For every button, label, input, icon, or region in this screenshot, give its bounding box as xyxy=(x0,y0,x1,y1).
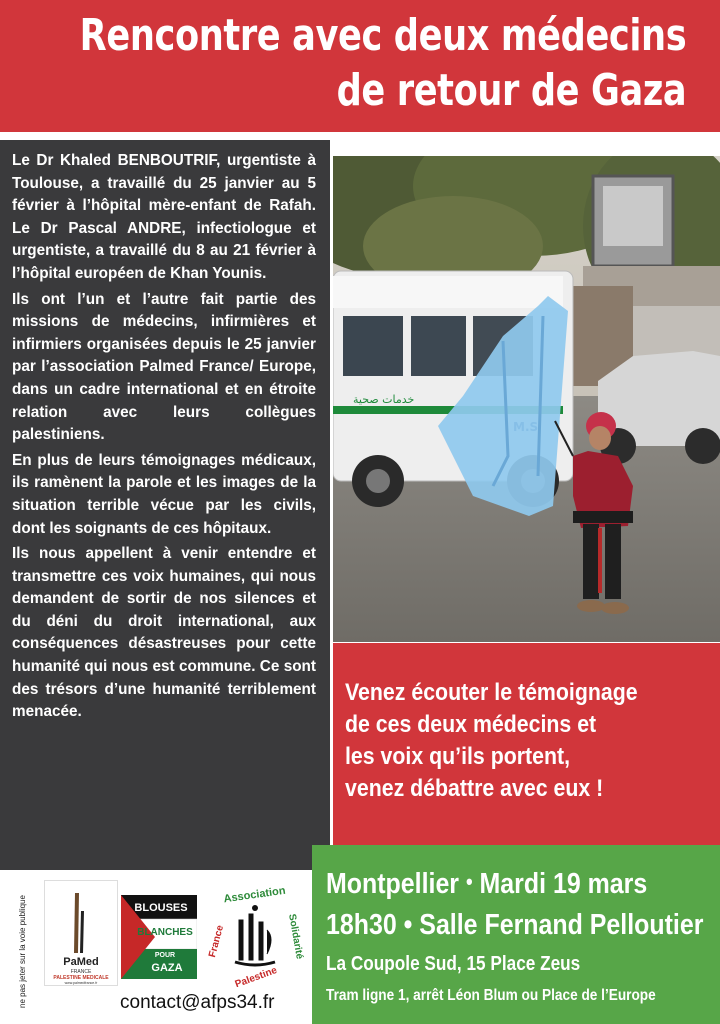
photo-child-with-flag xyxy=(333,156,720,642)
afps-word-3: Palestine xyxy=(233,964,279,987)
event-details xyxy=(312,845,720,1024)
blouses-blanches-logo xyxy=(121,895,197,979)
invitation-callout xyxy=(333,643,720,845)
event-city-date xyxy=(326,868,647,901)
palmed-logo xyxy=(44,880,118,986)
callout-line-3: les voix qu’ils portent, xyxy=(345,743,571,770)
blouses-line-2: BLANCHES xyxy=(137,927,193,938)
event-address: La Coupole Sud, 15 Place Zeus xyxy=(326,953,581,975)
paragraph-4: Ils nous appellent à venir entendre et transmettre ces voix humaines, qui nous demandent de sortir de nos silences et du déni du droit international, aux conséquences désastreuses pour cette humanité qui nous est commune. Ce sont des trésors d’une humanité terriblement menacée. xyxy=(12,545,316,721)
paragraph-2: Ils ont l’un et l’autre fait partie des missions de médecins, infirmières et infirmiers organisées depuis le 25 janvier par l’association Palmed France/ Europe, dans un cadre international et en étroite relation avec leurs collègues palestiniens. xyxy=(12,290,316,444)
palmed-name: PaMed xyxy=(63,956,99,968)
afps-word-4: Solidarité xyxy=(286,913,305,960)
afps-logo xyxy=(205,882,305,987)
afps-word-1: Association xyxy=(222,884,287,906)
callout-line-2: de ces deux médecins et xyxy=(345,711,597,738)
header-banner xyxy=(0,0,720,132)
body-text-column xyxy=(0,140,330,870)
contact-email[interactable]: contact@afps34.fr xyxy=(120,992,275,1013)
callout-line-4: venez débattre avec eux ! xyxy=(345,775,604,802)
event-city: Montpellier xyxy=(326,868,460,900)
title-line-1: Rencontre avec deux médecins xyxy=(79,10,686,61)
palmed-url: www.palmedfrance.fr xyxy=(64,981,98,985)
event-date: Mardi 19 mars xyxy=(479,868,648,900)
event-transport: Tram ligne 1, arrêt Léon Blum ou Place de l’Europe xyxy=(326,987,656,1004)
ambulance-text: خدمات صحية xyxy=(353,393,415,406)
paragraph-3: En plus de leurs témoignages médicaux, ils ramènent la parole et les images de la situation terrible vécue par les civils, dont les soignants de ces hôpitaux. xyxy=(12,451,316,537)
blouses-line-4: GAZA xyxy=(151,962,183,974)
callout-line-1: Venez écouter le témoignage xyxy=(345,679,638,706)
afps-word-2: France xyxy=(207,924,227,959)
blouses-line-1: BLOUSES xyxy=(134,902,188,914)
page-title xyxy=(79,8,686,118)
event-time-venue: 18h30 • Salle Fernand Pelloutier xyxy=(326,909,704,941)
palmed-country: FRANCE xyxy=(70,969,92,975)
title-line-2: de retour de Gaza xyxy=(336,65,686,116)
blouses-line-3: POUR xyxy=(154,952,176,959)
palmed-subtitle: PALESTINE MEDICALE xyxy=(53,975,109,981)
litter-notice: ne pas jeter sur la voie publique xyxy=(18,895,27,1008)
paragraph-1: Le Dr Khaled BENBOUTRIF, urgentiste à Toulouse, a travaillé du 25 janvier au 5 février à l’hôpital mère-enfant de Rafah. Le Dr Pascal ANDRE, infectiologue et urgentiste, a travaillé du 8 au 21 février à l’hôpital européen de Khan Younis. xyxy=(12,152,316,282)
event-separator: • xyxy=(465,869,473,894)
